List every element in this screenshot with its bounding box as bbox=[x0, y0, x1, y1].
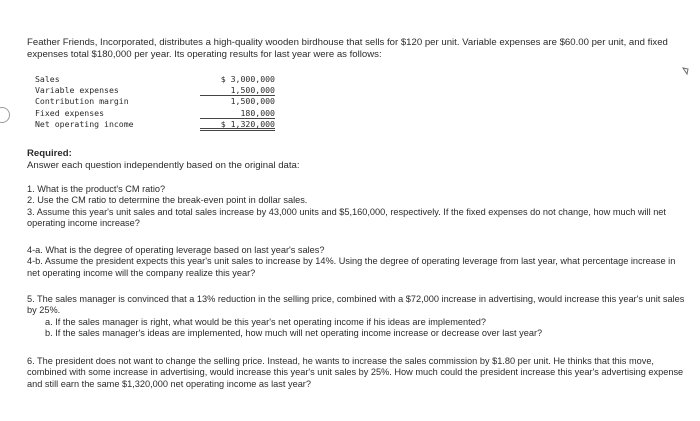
question-block-6 bbox=[27, 356, 687, 390]
income-statement bbox=[35, 74, 275, 130]
statement-value: $ 3,000,000 bbox=[220, 74, 275, 84]
statement-row-sales bbox=[35, 74, 275, 85]
question-block-1-3 bbox=[27, 184, 687, 230]
question-5: 5. The sales manager is convinced that a 13% reduction in the selling price, combined with a $72,000 increase in advertising, would increase this year's unit sales by 25%. bbox=[27, 294, 685, 316]
statement-label: Fixed expenses bbox=[35, 107, 105, 118]
question-block-4 bbox=[27, 245, 687, 279]
statement-row-contribution-margin bbox=[35, 96, 275, 107]
question-4b: 4-b. Assume the president expects this year's unit sales to increase by 14%. Using the degree of operating leverage from last year, what percentage increase in net operating income will the company realize this year? bbox=[27, 256, 676, 278]
statement-value: 1,500,000 bbox=[230, 96, 275, 107]
required-heading: Required: bbox=[27, 148, 72, 159]
page-edge-circle-icon bbox=[0, 107, 10, 123]
question-1: 1. What is the product's CM ratio? bbox=[27, 184, 166, 194]
statement-label: Net operating income bbox=[35, 118, 134, 129]
question-6: 6. The president does not want to change the selling price. Instead, he wants to increase the sales commission by $1.80 per unit. He thinks that this move, combined with some increase in advertising, would increase this year's unit sales by 25%. How much could the president increase this year's advertising expense and still earn the same $1,320,000 net operating income as last year? bbox=[27, 356, 684, 389]
required-instructions: Answer each question independently based on the original data: bbox=[27, 160, 300, 171]
problem-intro: Feather Friends, Incorporated, distributes a high-quality wooden birdhouse that sells for $120 per unit. Variable expenses are $60.00 per unit, and fixed expenses total $180,000 per year. Its operating results for last year were as follows: bbox=[27, 37, 668, 60]
question-3: 3. Assume this year's unit sales and total sales increase by 43,000 units and $5,160,000, respectively. If the fixed expenses do not change, how much will net operating income increase? bbox=[27, 206, 666, 229]
statement-row-fixed-expenses bbox=[35, 108, 275, 119]
question-5b: b. If the sales manager's ideas are implemented, how much will net operating income increase or decrease over last year? bbox=[45, 328, 543, 339]
statement-label: Variable expenses bbox=[35, 85, 119, 96]
question-2: 2. Use the CM ratio to determine the break-even point in dollar sales. bbox=[27, 195, 308, 206]
statement-value: 1,500,000 bbox=[200, 85, 275, 96]
statement-label: Contribution margin bbox=[35, 96, 129, 107]
statement-value: $ 1,320,000 bbox=[200, 119, 275, 131]
statement-row-variable-expenses bbox=[35, 85, 275, 96]
statement-value: 180,000 bbox=[200, 108, 275, 119]
statement-label: Sales bbox=[35, 74, 60, 84]
question-block-5 bbox=[27, 294, 687, 340]
question-5a: a. If the sales manager is right, what would be this year's net operating income if his ideas are implemented? bbox=[45, 316, 486, 327]
cursor-caret-icon bbox=[682, 66, 692, 76]
question-4a: 4-a. What is the degree of operating leverage based on last year's sales? bbox=[27, 245, 325, 255]
statement-row-net-operating-income bbox=[35, 119, 275, 130]
